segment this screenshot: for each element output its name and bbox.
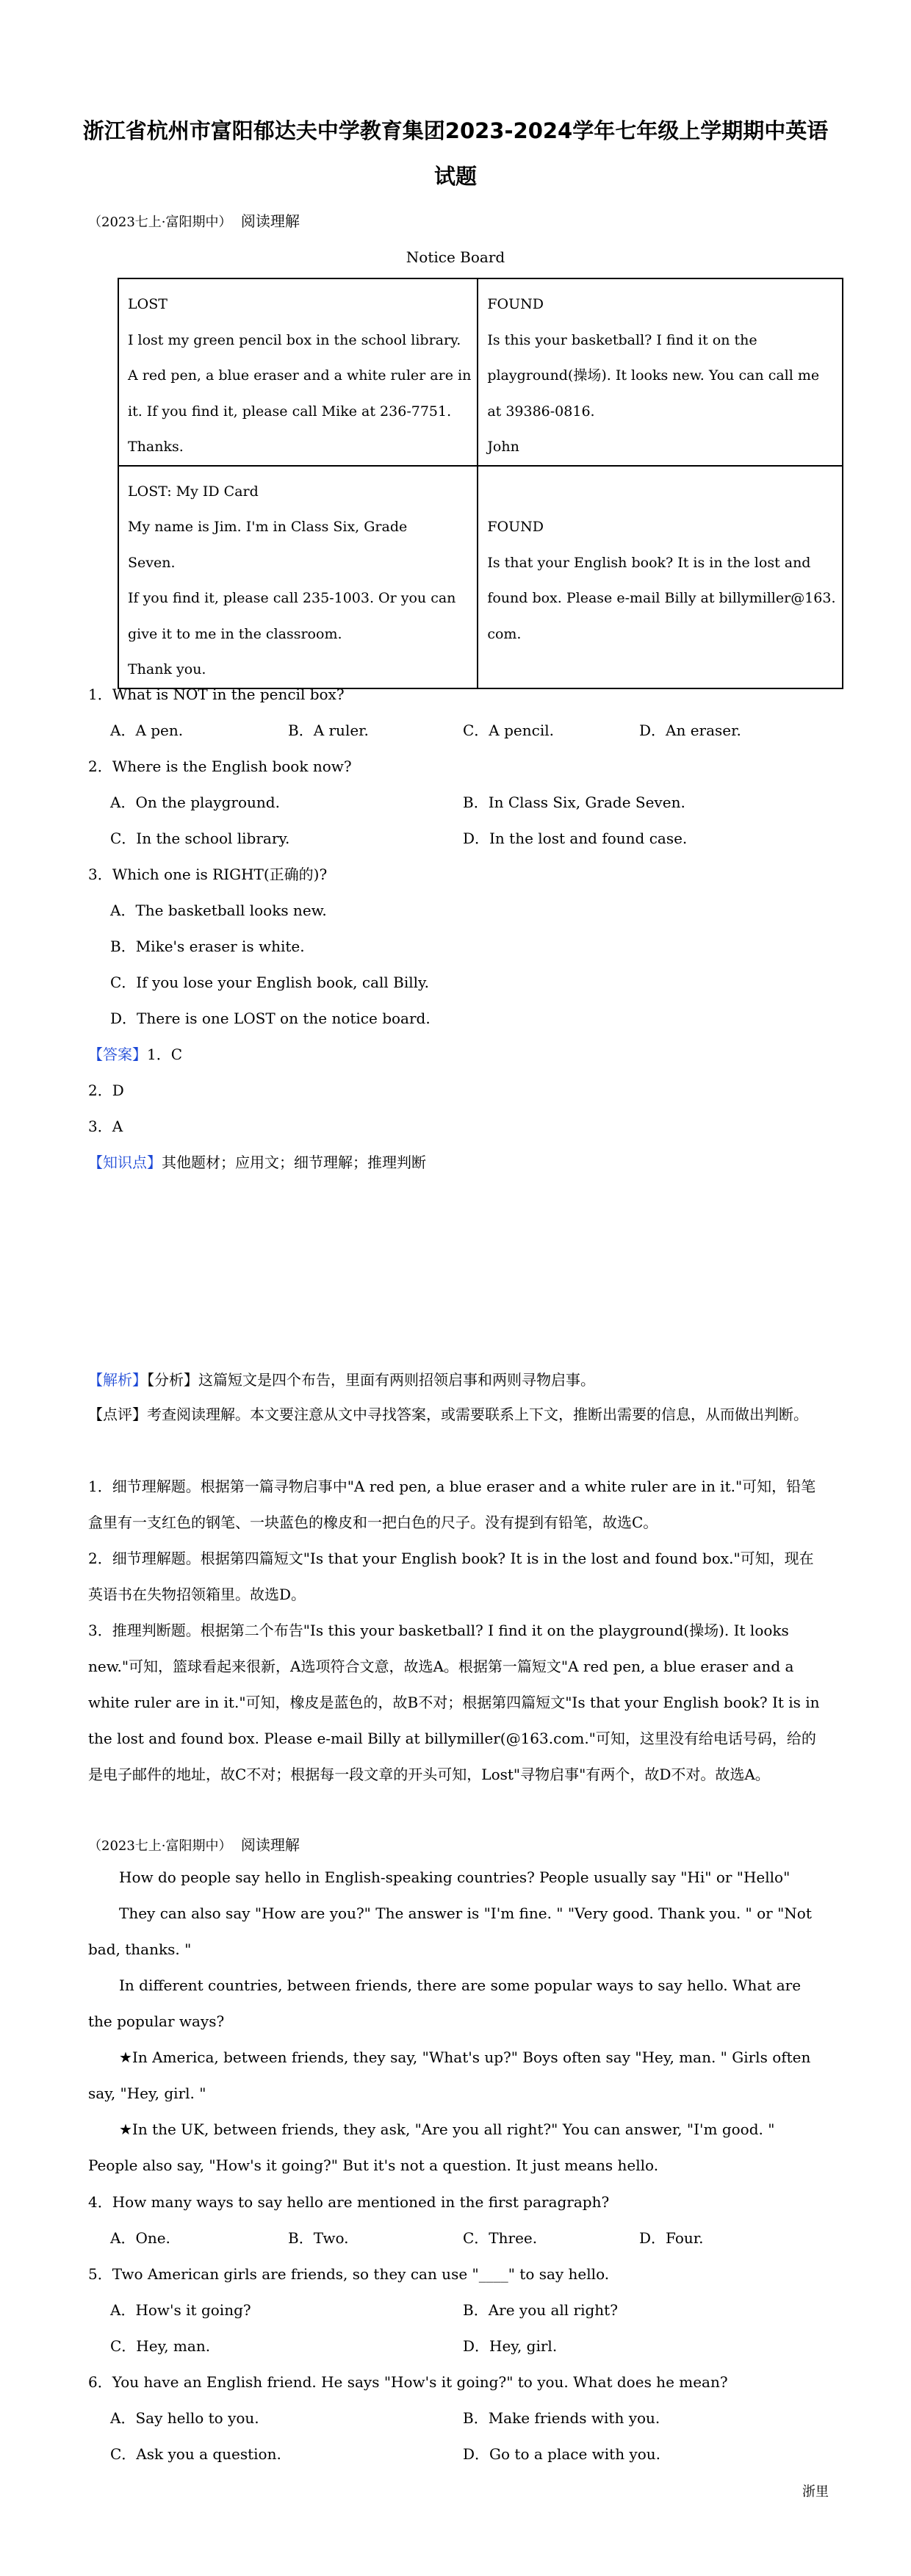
answer-label: 【答案】 [88,1046,147,1063]
notice-line: Is that your English book? It is in the lost and [487,554,811,571]
question-4-option-b[interactable]: B．Two. [288,2229,349,2247]
notice-row [118,278,843,466]
section2-type: 阅读理解 [240,1836,300,1854]
notice-line: com. [487,625,522,642]
notice-line: John [487,439,519,455]
question-2-option-a[interactable]: A．On the playground. [110,794,280,811]
passage-paragraph-4: ★In America, between friends, they say, "What's up?" Boys often say "Hey, man. " Girls often say, "Hey, girl. " [88,2048,811,2102]
question-1-option-d[interactable]: D．An eraser. [639,722,741,739]
question-4-option-a[interactable]: A．One. [110,2229,170,2247]
question-6-option-c[interactable]: C．Ask you a question. [110,2445,281,2463]
notice-line [487,474,835,510]
question-5-option-d[interactable]: D．Hey, girl. [463,2337,558,2355]
explanation-2: 2．细节理解题。根据第四篇短文"Is that your English book? It is in the lost and found box."可知，现在英语书在失物招领箱里。故选D。 [88,1550,814,1603]
answer-item: 1．C [147,1046,183,1063]
page-footer: 浙里 [802,2484,829,2500]
notice-line: LOST: My ID Card [128,483,259,500]
notice-line: If you find it, please call 235-1003. Or you can [128,590,456,606]
notice-line: Seven. [128,554,176,571]
comment-text: 考查阅读理解。本文要注意从文中寻找答案，或需要联系上下文，推断出需要的信息，从而做出判断。 [147,1406,808,1423]
knowledge-label: 【知识点】 [88,1154,162,1171]
document-title-line1: 浙江省杭州市富阳郁达夫中学教育集团2023-2024学年七年级上学期期中英语 [82,118,829,143]
question-5-option-c[interactable]: C．Hey, man. [110,2337,211,2355]
notice-line: Is this your basketball? I find it on the [487,331,757,348]
section1-header [88,211,823,233]
question-2-option-d[interactable]: D．In the lost and found case. [463,830,688,847]
notice-line: Thanks. [128,439,184,455]
comment-paragraph [88,1397,827,1433]
question-2-option-c[interactable]: C．In the school library. [110,830,290,847]
passage-paragraph-1: How do people say hello in English-speaking countries? People usually say "Hi" or "Hello" [119,1868,791,1886]
notice-found-basketball [478,278,842,466]
passage-paragraph-2: They can also say "How are you?" The answer is "I'm fine. " "Very good. Thank you. " or "Not bad, thanks. " [88,1904,812,1958]
question-6-option-d[interactable]: D．Go to a place with you. [463,2445,661,2463]
analysis-text: 【分析】这篇短文是四个布告，里面有两则招领启事和两则寻物启事。 [147,1371,595,1389]
analysis-label: 【解析】 [88,1371,147,1389]
notice-line: give it to me in the classroom. [128,625,342,642]
question-5-option-a[interactable]: A．How's it going? [110,2301,251,2319]
question-4-option-c[interactable]: C．Three. [463,2229,538,2247]
knowledge-text: 其他题材；应用文；细节理解；推理判断 [162,1154,426,1171]
notice-line: it. If you find it, please call Mike at 236-7751. [128,403,452,420]
question-3-option-c[interactable]: C．If you lose your English book, call Billy. [110,974,430,991]
question-1-option-a[interactable]: A．A pen. [110,722,184,739]
notice-line: FOUND [487,519,544,535]
notice-line: I lost my green pencil box in the school library. [128,331,461,348]
knowledge-point [88,1152,823,1173]
question-3-stem: 3．Which one is RIGHT(正确的)? [88,866,328,883]
explanation-1: 1．细节理解题。根据第一篇寻物启事中"A red pen, a blue eraser and a white ruler are in it."可知，铅笔盒里有一支红色的钢笔、一块蓝色的橡皮和一把白色的尺子。没有提到有铅笔，故选C。 [88,1478,816,1531]
notice-line: My name is Jim. I'm in Class Six, Grade [128,519,408,535]
notice-line: Thank you. [128,661,206,677]
notice-row [118,466,843,688]
comment-label: 【点评】 [88,1406,147,1423]
question-6-stem: 6．You have an English friend. He says "How's it going?" to you. What does he mean? [88,2373,728,2391]
question-6-option-a[interactable]: A．Say hello to you. [110,2409,259,2427]
question-3-option-d[interactable]: D．There is one LOST on the notice board. [110,1010,431,1027]
question-5-option-b[interactable]: B．Are you all right? [463,2301,618,2319]
question-5-stem: 5．Two American girls are friends, so they can use "____" to say hello. [88,2265,610,2283]
answer-item: 3．A [88,1118,123,1135]
passage-paragraph-5: ★In the UK, between friends, they ask, "Are you all right?" You can answer, "I'm good. " People also say, "How's it going?" But it's not a question. It just means hello. [88,2120,775,2174]
section1-source: （2023七上·富阳期中） [88,215,232,230]
question-1-option-b[interactable]: B．A ruler. [288,722,369,739]
section2-source: （2023七上·富阳期中） [88,1838,232,1854]
notice-lost-id-card [118,466,478,688]
question-2-option-b[interactable]: B．In Class Six, Grade Seven. [463,794,685,811]
notice-line: FOUND [487,296,544,312]
question-4-option-d[interactable]: D．Four. [639,2229,704,2247]
notice-line: playground(操场). It looks new. You can call me [487,367,820,384]
section1-type: 阅读理解 [240,212,300,230]
notice-found-english-book [478,466,842,688]
notice-line: LOST [128,296,168,312]
passage-paragraph-3: In different countries, between friends, there are some popular ways to say hello. What are the popular ways? [88,1976,802,2030]
answer-item: 2．D [88,1082,124,1099]
question-1-stem: 1．What is NOT in the pencil box? [88,686,345,703]
question-2-stem: 2．Where is the English book now? [88,758,352,775]
answer-line-1 [88,1044,823,1065]
notice-line: found box. Please e-mail Billy at billymiller@163. [487,590,836,606]
notice-line: A red pen, a blue eraser and a white ruler are in [128,367,472,384]
notice-line: at 39386-0816. [487,403,595,420]
question-4-stem: 4．How many ways to say hello are mentioned in the first paragraph? [88,2193,610,2211]
question-3-option-b[interactable]: B．Mike's eraser is white. [110,938,305,955]
notice-board-title: Notice Board [406,248,505,266]
section2-header [88,1835,823,1857]
explanation-3: 3．推理判断题。根据第二个布告"Is this your basketball? I find it on the playground(操场). It looks new."可知，篮球看起来很新，A选项符合文意，故选A。根据第一篇短文"A red pen, a blue eraser and a white ruler are in it."可知，橡皮是蓝色的，故B不对；根据第四篇短文"Is that your English book? It is in the lost and found box. Please e-mail Billy at billymiller(@163.com."可知，这里没有给电话号码，给的是电子邮件的地址，故C不对；根据每一段文章的开头可知，Lost"寻物启事"有两个，故D不对。故选A。 [88,1622,820,1783]
question-3-option-a[interactable]: A．The basketball looks new. [110,902,327,919]
question-1-option-c[interactable]: C．A pencil. [463,722,554,739]
analysis [88,1370,823,1390]
notice-board-table [118,278,843,689]
notice-lost-pencil-box [118,278,478,466]
document-title-line2: 试题 [433,164,477,189]
question-6-option-b[interactable]: B．Make friends with you. [463,2409,660,2427]
